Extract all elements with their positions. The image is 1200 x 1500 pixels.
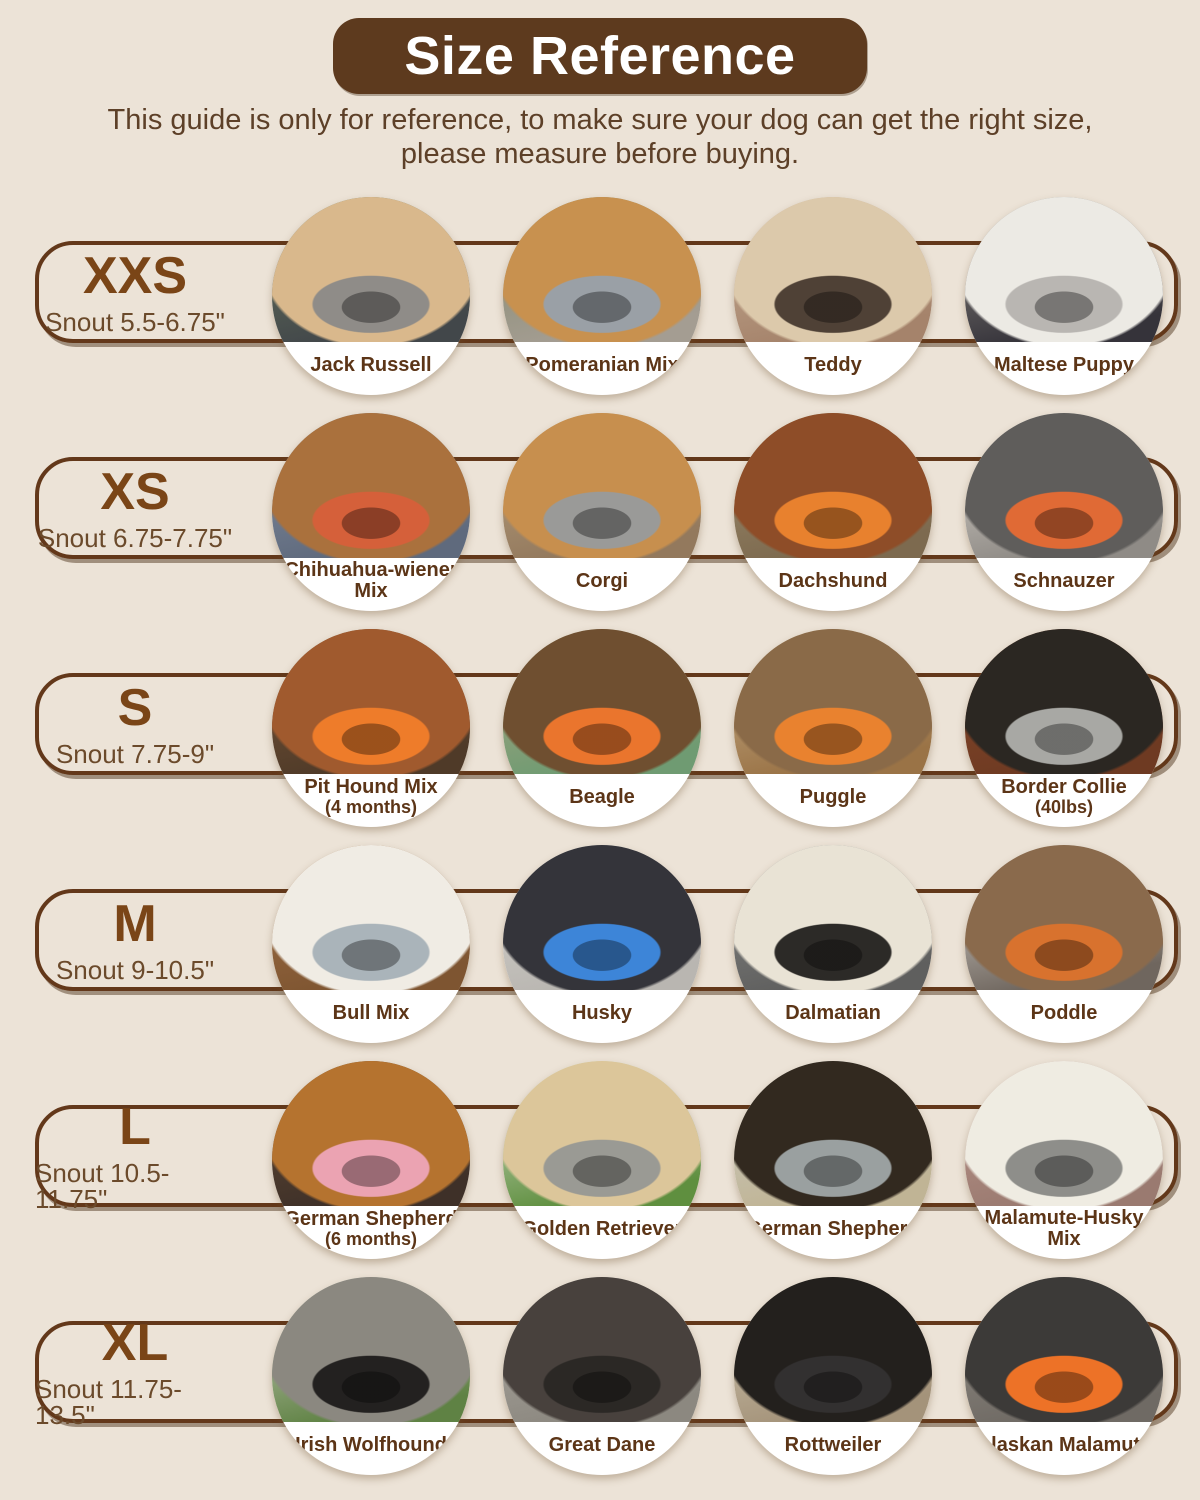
breed-label: Dalmatian [785,1001,881,1024]
dog-photo-circle [965,1061,1163,1259]
breed-label: Schnauzer [1013,569,1115,592]
dog-circles [272,1277,1163,1475]
dog-circles [272,629,1163,827]
breed-label: Corgi [575,569,629,592]
dog-photo-circle [734,197,932,395]
title-banner [333,18,867,94]
size-label: M [113,894,157,953]
size-block [35,677,235,771]
dog-photo-circle [503,845,701,1043]
size-block [35,1313,235,1430]
dog-photo-circle [503,197,701,395]
dog-photo-circle [503,413,701,611]
snout-range: Snout 10.5-11.75" [35,1157,170,1214]
dog-photo [734,845,932,990]
size-label: S [117,678,153,737]
breed-label: Bull Mix [332,1001,410,1024]
dog-photo [734,197,932,342]
size-row-xs [0,413,1200,611]
dog-circles [272,197,1163,395]
dog-photo-circle [734,1277,932,1475]
dog-photo [965,1277,1163,1422]
dog-photo [734,1061,932,1206]
dog-photo [272,197,470,342]
dog-photo [965,1061,1163,1206]
breed-label: Rottweiler [784,1433,882,1456]
dog-photo-circle [503,1277,701,1475]
subtitle-line-2: please measure before buying. [400,137,800,170]
size-row-m [0,845,1200,1043]
dog-photo [272,1061,470,1206]
size-label: XS [100,462,170,521]
dog-photo [965,413,1163,558]
dog-photo [503,413,701,558]
dog-photo [503,629,701,774]
size-rows [0,197,1200,1493]
size-block [35,461,235,555]
dog-photo-circle [965,413,1163,611]
breed-label: Golden Retriever [521,1217,683,1240]
snout-range: Snout 5.5-6.75" [45,306,225,337]
dog-photo [734,629,932,774]
size-block [35,245,235,339]
dog-photo [272,629,470,774]
breed-label: Alaskan Malamute [976,1433,1152,1456]
breed-label: Beagle [569,785,635,808]
size-block [35,1097,235,1214]
dog-circles [272,1061,1163,1259]
dog-photo-circle [272,629,470,827]
subtitle [0,104,1200,172]
size-label: XXS [82,246,188,305]
dog-photo [734,1277,932,1422]
dog-photo-circle [734,1061,932,1259]
dog-photo-circle [734,845,932,1043]
breed-label: German Shepherd [746,1217,920,1240]
breed-label: Teddy [804,353,862,376]
dog-circles [272,413,1163,611]
breed-label: Chihuahua-wiener Mix [284,559,458,603]
dog-photo [272,845,470,990]
dog-photo-circle [272,1061,470,1259]
dog-photo-circle [734,413,932,611]
dog-photo-circle [965,197,1163,395]
dog-photo-circle [965,1277,1163,1475]
subtitle-line-1: This guide is only for reference, to make sure your dog can get the right size, [107,104,1093,136]
size-row-l [0,1061,1200,1259]
dog-photo-circle [734,629,932,827]
breed-label: Border Collie (40lbs) [1001,776,1127,818]
breed-label: Jack Russell [310,353,432,376]
dog-photo-circle [272,1277,470,1475]
snout-range: Snout 6.75-7.75" [37,522,233,553]
breed-label: Pit Hound Mix (4 months) [304,776,438,818]
dog-photo-circle [503,1061,701,1259]
breed-label: Poddle [1030,1001,1098,1024]
dog-photo-circle [503,629,701,827]
breed-label: Great Dane [548,1433,656,1456]
breed-label: Irish Wolfhound [295,1433,447,1456]
dog-circles [272,845,1163,1043]
dog-photo [734,413,932,558]
breed-label: Malamute-Husky Mix [984,1207,1144,1251]
dog-photo [503,1061,701,1206]
snout-range: Snout 7.75-9" [55,738,215,769]
dog-photo [965,197,1163,342]
snout-range: Snout 9-10.5" [55,954,215,985]
size-row-xxs [0,197,1200,395]
breed-label: Pomeranian Mix [525,353,679,376]
breed-label: Maltese Puppy [993,353,1135,376]
dog-photo-circle [965,845,1163,1043]
dog-photo [503,845,701,990]
size-row-xl [0,1277,1200,1475]
breed-label: Dachshund [778,569,888,592]
size-label: L [119,1097,151,1156]
dog-photo [965,845,1163,990]
breed-label: German Shepherd (6 months) [284,1208,458,1250]
dog-photo-circle [965,629,1163,827]
breed-label: Puggle [799,785,867,808]
size-label: XL [101,1313,169,1372]
dog-photo [503,1277,701,1422]
dog-photo [965,629,1163,774]
size-block [35,893,235,987]
page-title: Size Reference [404,26,796,86]
dog-photo-circle [272,845,470,1043]
dog-photo [503,197,701,342]
dog-photo [272,1277,470,1422]
dog-photo [272,413,470,558]
breed-label: Husky [571,1001,633,1024]
dog-photo-circle [272,413,470,611]
size-row-s [0,629,1200,827]
dog-photo-circle [272,197,470,395]
snout-range: Snout 11.75-13.5" [35,1373,182,1430]
